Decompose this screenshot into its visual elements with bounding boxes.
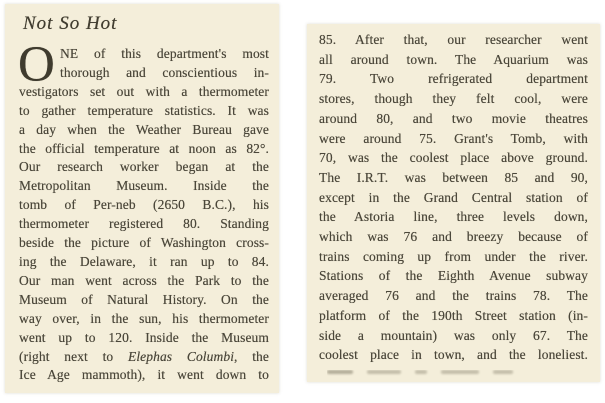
text-line: ing the Delaware, it ran up to 84. <box>19 253 269 269</box>
text-line: vestigators set out with a thermometer <box>19 83 269 99</box>
text-line: 85. After that, our researcher went <box>319 32 588 47</box>
text-line: a day when the Weather Bureau gave <box>19 121 269 137</box>
text-line: trains coming up from under the river. <box>319 248 588 264</box>
text-line: platform of the 190th Street station (in- <box>319 307 588 323</box>
left-column-paper <box>5 4 279 393</box>
text-line: Museum of Natural History. On the <box>19 291 269 307</box>
text-line: Stations of the Eighth Avenue subway <box>319 268 588 284</box>
text-segment: (right next to <box>19 348 128 364</box>
text-line: all around town. The Aquarium was <box>319 51 588 67</box>
text-line: Metropolitan Museum. Inside the <box>19 178 269 194</box>
text-line: were around 75. Grant's Tomb, with <box>319 130 588 146</box>
text-line: way over, in the sun, his thermometer <box>19 310 269 326</box>
text-line: around 80, and two movie theatres <box>319 110 588 126</box>
text-line: stores, though they felt cool, were <box>319 91 588 107</box>
text-line: Our research worker began at the <box>19 159 269 175</box>
text-line: went up to 120. Inside the Museum <box>19 329 269 345</box>
text-line: beside the picture of Washington cross- <box>19 235 269 251</box>
text-line: coolest place in town, and the loneliest. <box>319 347 588 363</box>
text-line-with-italic <box>19 348 269 367</box>
text-line: 70, was the coolest place above ground. <box>319 150 588 166</box>
text-line: Our man went across the Park to the <box>19 272 269 288</box>
text-segment: , the <box>234 348 269 364</box>
article-title: Not So Hot <box>23 13 118 34</box>
text-line: 79. Two refrigerated department <box>319 71 588 87</box>
dropcap-letter: O <box>18 37 55 93</box>
text-line: thermometer registered 80. Standing <box>19 216 269 232</box>
text-line: to gather temperature statistics. It was <box>19 102 269 118</box>
text-line: tomb of Per-neb (2650 B.C.), his <box>19 197 269 213</box>
text-line: thorough and conscientious in- <box>60 64 269 80</box>
text-line: NE of this department's most <box>60 46 269 61</box>
text-line: Ice Age mammoth), it went down to <box>19 367 269 383</box>
right-column-paper <box>307 24 600 382</box>
italic-species-name: Elephas Columbi <box>127 348 235 364</box>
clipped-text-remnant <box>327 370 588 376</box>
text-line: side a mountain) was only 67. The <box>319 327 588 343</box>
text-line: which was 76 and breezy because of <box>319 229 588 245</box>
text-line: averaged 76 and the trains 78. The <box>319 288 588 304</box>
text-line: The I.R.T. was between 85 and 90, <box>319 169 588 185</box>
text-line: the Astoria line, three levels down, <box>319 209 588 225</box>
text-line: except in the Grand Central station of <box>319 189 588 205</box>
text-line: the official temperature at noon as 82°. <box>19 140 269 156</box>
